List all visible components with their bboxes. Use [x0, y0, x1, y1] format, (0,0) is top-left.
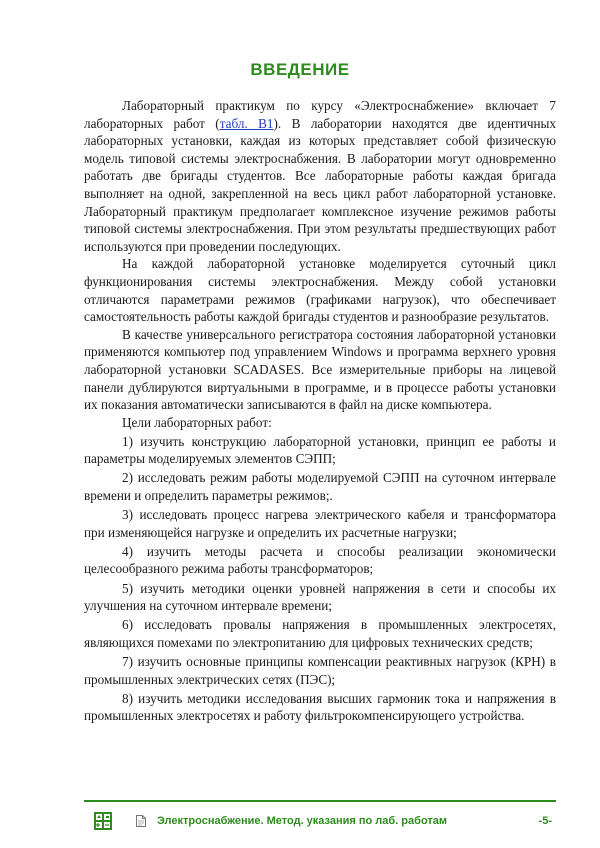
goal-item: 6) исследовать провалы напряжения в промышленных электросетях, являющихся помехами по электропитанию для цифровых технических средств; [84, 617, 556, 650]
goal-item: 1) изучить конструкцию лабораторной установки, принцип ее работы и параметры моделируемых элементов СЭПП; [84, 433, 556, 467]
footer-title: Электроснабжение. Метод. указания по лаб. работам [157, 815, 448, 827]
document-icon [136, 815, 146, 827]
goal-item: 3) исследовать процесс нагрева электрического кабеля и трансформатора при изменяющейся нагрузке и определить их расчетные нагрузки; [84, 507, 556, 540]
goal-item: 8) изучить методики исследования высших гармоник тока и напряжения в промышленных электросетях и работу фильтрокомпенсирующего устройства. [84, 690, 556, 724]
body-text [84, 97, 556, 725]
intro-paragraph: Лабораторный практикум по курсу «Электроснабжение» включает 7 лабораторных работ (табл. В1). В лаборатории находятся две идентичных лабораторных установки, каждая из которых представляет собой физическую модель типовой системы электроснабжения. В лаборатории могут одновременно работать две бригады студентов. Все лабораторные работы каждая бригада выполняет на одной, закрепленной на весь цикл работ лабораторной установке. Лабораторный практикум предполагает комплексное изучение режимов работы типовой системы электроснабжения. При этом результаты предшествующих работ используются при проведении последующих. [84, 98, 556, 254]
page-number: -5- [538, 815, 552, 827]
section-heading: ВВЕДЕНИЕ [250, 60, 350, 79]
footer-divider [84, 800, 556, 802]
goals-heading: Цели лабораторных работ: [122, 414, 272, 430]
paragraph: В качестве универсального регистратора состояния лабораторной установки применяются компьютер под управлением Windows и программа верхнего уровня лабораторной установки SCADASES. Все измерительные приборы на лицевой панели дублируются виртуальными в программе, и в процессе работы установки их показания автоматически записываются в файл на диске компьютера. [84, 326, 556, 413]
goal-item: 4) изучить методы расчета и способы реализации экономически целесообразного режима работы трансформаторов; [84, 543, 556, 577]
goal-item: 5) изучить методики оценки уровней напряжения в сети и способы их улучшения на суточном интервале времени; [84, 580, 556, 614]
page-footer [84, 812, 556, 834]
logo-icon [94, 812, 112, 830]
goal-item: 2) исследовать режим работы моделируемой СЭПП на суточном интервале времени и определить параметры режимов;. [84, 470, 556, 504]
table-reference-link[interactable]: табл. В1 [219, 115, 274, 131]
goal-item: 7) изучить основные принципы компенсации реактивных нагрузок (КРН) в промышленных электрических сетях (ПЭС); [84, 653, 556, 687]
paragraph: На каждой лабораторной установке моделируется суточный цикл функционирования системы электроснабжения. Между собой установки отличаются параметрами режимов (графиками нагрузок), что обеспечивает самостоятельность работы каждой бригады студентов и разнообразие результатов. [84, 256, 556, 325]
